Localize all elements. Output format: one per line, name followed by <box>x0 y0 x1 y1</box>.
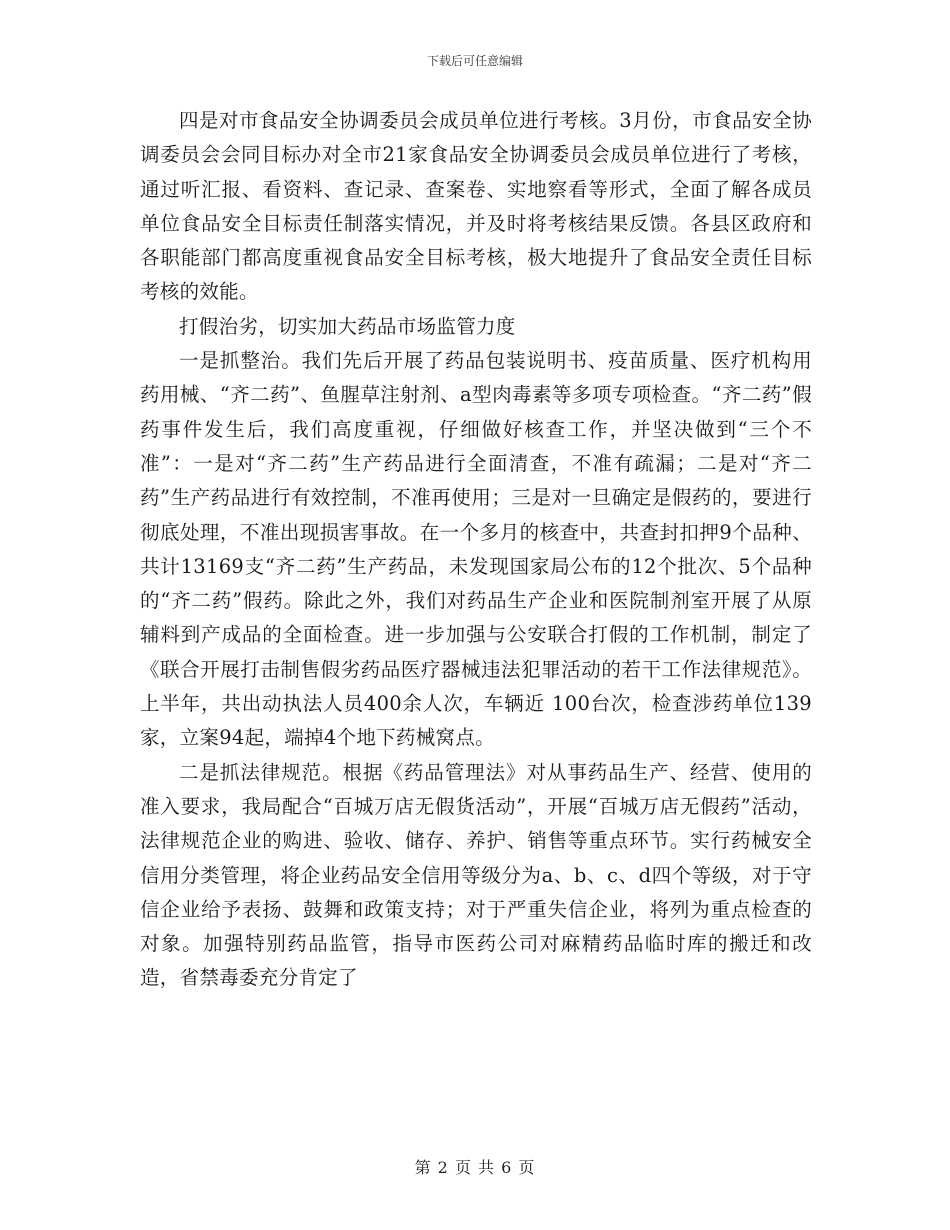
section-heading: 打假治劣，切实加大药品市场监管力度 <box>179 314 516 338</box>
paragraph-assessment: 四是对市食品安全协调委员会成员单位进行考核。3月份，市食品安全协调委员会会同目标办对全市21家食品安全协调委员会成员单位进行了考核，通过听汇报、看资料、查记录、查案卷、实地察看等形式，全面了解各成员单位食品安全目标责任制落实情况，并及时将考核结果反馈。各县区政府和各职能部门都高度重视食品安全目标考核，极大地提升了食品安全责任目标考核的效能。 <box>140 109 812 304</box>
page-number-footer: 第 2 页 共 6 页 <box>414 1158 536 1177</box>
document-body <box>140 104 812 996</box>
page-header: 下载后可任意编辑 <box>426 54 523 68</box>
paragraph-rectification: 一是抓整治。我们先后开展了药品包装说明书、疫苗质量、医疗机构用药用械、“齐二药”、鱼腥草注射剂、a型肉毒素等多项专项检查。“齐二药”假药事件发生后，我们高度重视，仔细做好核查工作，并坚决做到“三个不准”：一是对“齐二药”生产药品进行全面清查，不准有疏漏；二是对“齐二药”生产药品进行有效控制，不准再使用；三是对一旦确定是假药的，要进行彻底处理，不准出现损害事故。在一个多月的核查中，共查封扣押9个品种、共计13169支“齐二药”生产药品，未发现国家局公布的12个批次、5个品种的“齐二药”假药。除此之外，我们对药品生产企业和医院制剂室开展了从原辅料到产成品的全面检查。进一步加强与公安联合打假的工作机制，制定了《联合开展打击制售假劣药品医疗器械违法犯罪活动的若干工作法律规范》。上半年，共出动执法人员400余人次，车辆近 100台次，检查涉药单位139家，立案94起，端掉4个地下药械窝点。 <box>140 349 812 750</box>
paragraph-legal-norms: 二是抓法律规范。根据《药品管理法》对从事药品生产、经营、使用的准入要求，我局配合“百城万店无假货活动”，开展“百城万店无假药”活动，法律规范企业的购进、验收、储存、养护、销售等重点环节。实行药械安全信用分类管理，将企业药品安全信用等级分为a、b、c、d四个等级，对于守信企业给予表扬、鼓舞和政策支持；对于严重失信企业，将列为重点检查的对象。加强特别药品监管，指导市医药公司对麻精药品临时库的搬迁和改造，省禁毒委充分肯定了 <box>140 760 812 990</box>
